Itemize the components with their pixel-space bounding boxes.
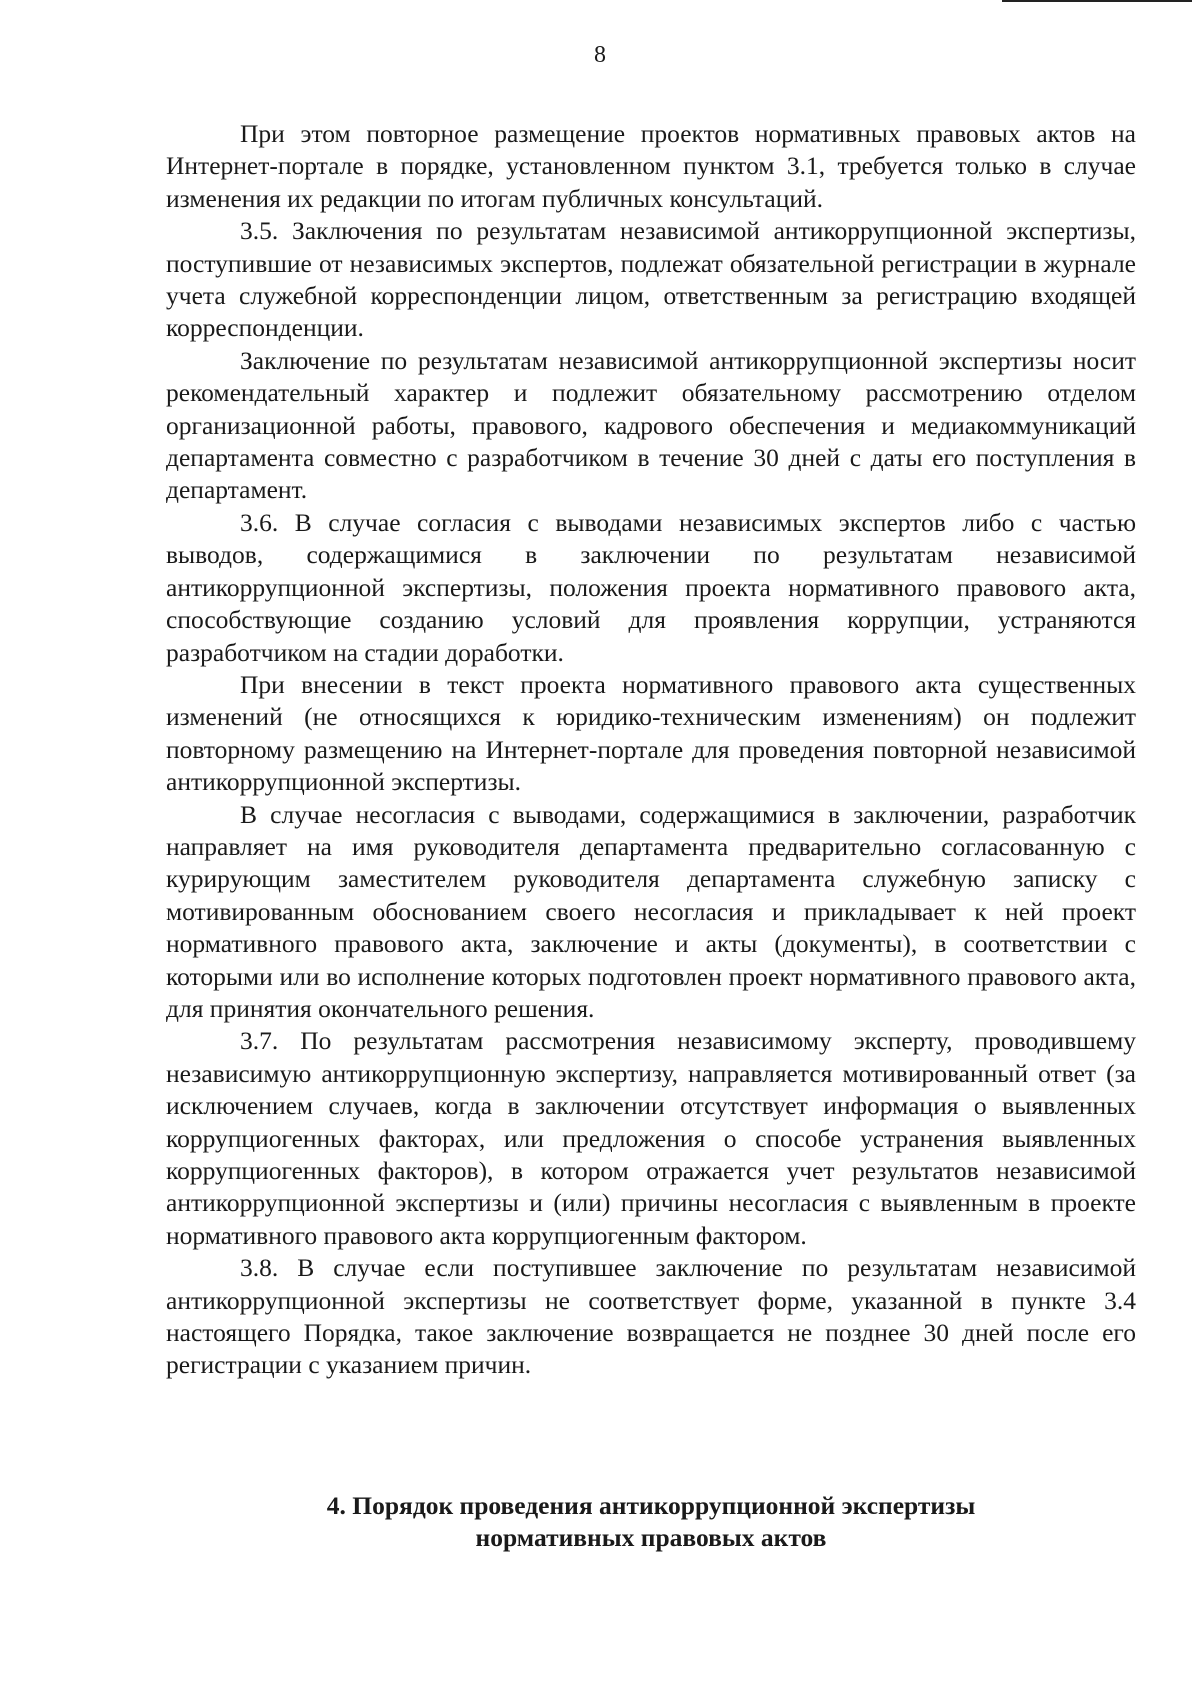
paragraph-3-7: 3.7. По результатам рассмотрения независимому эксперту, проводившему независимую антикоррупционную экспертизу, направляется мотивированный ответ (за исключением случаев, когда в заключении отсутствует информация о выявленных коррупциогенных факторах, или предложения о способе устранения выявленных коррупциогенных факторов), в котором отражается учет результатов независимой антикоррупционной экспертизы и (или) причины несогласия с выявленным в проекте нормативного правового акта коррупциогенным фактором. xyxy=(166,1026,1136,1250)
paragraph-3-6: 3.6. В случае согласия с выводами независимых экспертов либо с частью выводов, содержащимися в заключении по результатам независимой антикоррупционной экспертизы, положения проекта нормативного правового акта, способствующие созданию условий для проявления коррупции, устраняются разработчиком на стадии доработки. xyxy=(166,507,1136,667)
page-number: 8 xyxy=(594,42,606,68)
paragraph-3-5: 3.5. Заключения по результатам независимой антикоррупционной экспертизы, поступившие от независимых экспертов, подлежат обязательной регистрации в журнале учета служебной корреспонденции лицом, ответственным за регистрацию входящей корреспонденции. xyxy=(166,216,1136,343)
paragraph-conclusion-review: Заключение по результатам независимой антикоррупционной экспертизы носит рекомендательный характер и подлежит обязательному рассмотрению отделом организационной работы, правового, кадрового обеспечения и медиакоммуникаций департамента совместно с разработчиком в течение 30 дней с даты его поступления в департамент. xyxy=(166,345,1136,505)
scan-edge-line xyxy=(1002,0,1192,2)
document-body xyxy=(166,118,1136,1382)
paragraph-disagreement: В случае несогласия с выводами, содержащимися в заключении, разработчик направляет на имя руководителя департамента предварительно согласованную с курирующим заместителем руководителя департамента служебную записку с мотивированным обоснованием своего несогласия и прикладывает к ней проект нормативного правового акта, заключение и акты (документы), в соответствии с которыми или во исполнение которых подготовлен проект нормативного правового акта, для принятия окончательного решения. xyxy=(166,799,1136,1023)
section-heading-line1: 4. Порядок проведения антикоррупционной экспертизы xyxy=(326,1491,976,1520)
section-heading-line2: нормативных правовых актов xyxy=(475,1523,827,1553)
paragraph-3-8: 3.8. В случае если поступившее заключение по результатам независимой антикоррупционной экспертизы не соответствует форме, указанной в пункте 3.4 настоящего Порядка, такое заключение возвращается не позднее 30 дней после его регистрации с указанием причин. xyxy=(166,1253,1136,1380)
section-heading xyxy=(166,1490,1136,1555)
paragraph-significant-changes: При внесении в текст проекта нормативного правового акта существенных изменений (не относящихся к юридико-техническим изменениям) он подлежит повторному размещению на Интернет-портале для проведения повторной независимой антикоррупционной экспертизы. xyxy=(166,669,1136,797)
paragraph-reposting: При этом повторное размещение проектов нормативных правовых актов на Интернет-портале в порядке, установленном пунктом 3.1, требуется только в случае изменения их редакции по итогам публичных консультаций. xyxy=(166,119,1136,213)
